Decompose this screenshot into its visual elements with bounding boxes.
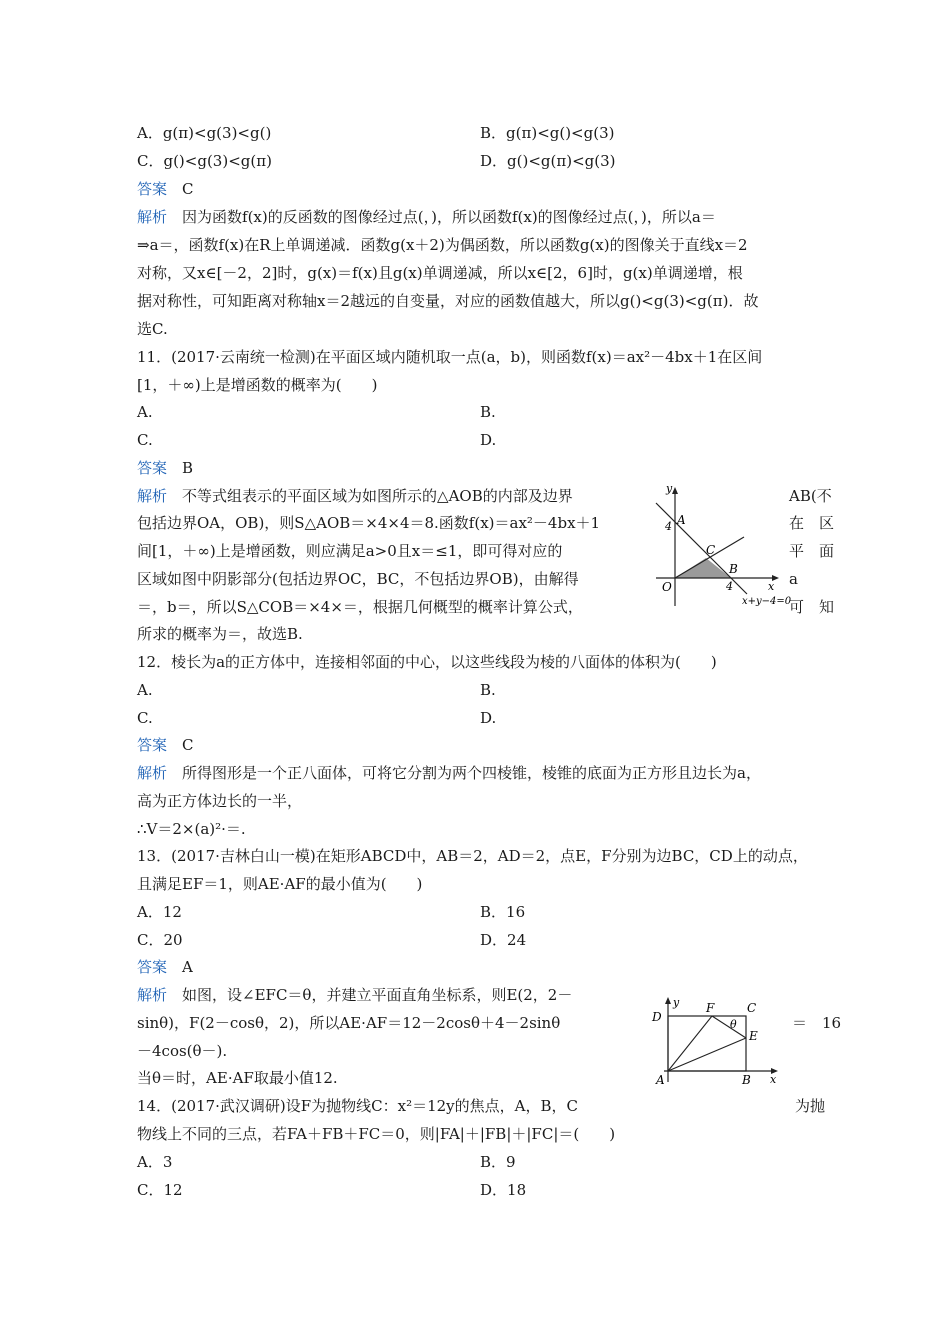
- q13-solution-line: 解析 如图，设∠EFC＝θ，并建立平面直角坐标系，则E(2，2－: [137, 986, 573, 1004]
- q11-solution-line: 解析 不等式组表示的平面区域为如图所示的△AOB的内部及边界: [137, 487, 573, 505]
- q10-solution-line: ⇒a＝，函数f(x)在R上单调递减．函数g(x＋2)为偶函数，所以函数g(x)的图像关于直线x＝2: [137, 236, 748, 254]
- fig-label: A: [677, 513, 686, 527]
- fig-label: E: [749, 1029, 758, 1043]
- q13-right-text: ＝ 16: [792, 1014, 842, 1032]
- q14-option-c: C．12: [137, 1181, 183, 1199]
- q10-solution-line: 对称，又x∈[－2，2]时，g(x)＝f(x)且g(x)单调递减，所以x∈[2，6]时，g(x)单调递增，根: [137, 264, 743, 282]
- fig-label: x+y−4=0: [742, 596, 792, 607]
- q13-option-a: A．12: [137, 903, 182, 921]
- answer-label: 答案: [137, 180, 168, 198]
- fig-label: O: [662, 580, 672, 594]
- q12-solution-line: 解析 所得图形是一个正八面体，可将它分割为两个四棱锥，棱锥的底面为正方形且边长为a，: [137, 764, 761, 782]
- q11-right-text: 在 区: [789, 514, 835, 532]
- q11-solution-line: ＝，b＝，所以S△COB＝×4×＝，根据几何概型的概率计算公式，: [137, 598, 583, 616]
- q12-solution-line: 高为正方体边长的一半，: [137, 792, 303, 810]
- solution-label: 解析: [137, 208, 168, 226]
- fig-label: A: [656, 1073, 665, 1087]
- segment-af: [668, 1016, 712, 1071]
- q12-option-b: B.: [480, 681, 496, 699]
- q11-stem: [1，＋∞)上是增函数的概率为( ): [137, 376, 378, 394]
- fig-label: x: [770, 1073, 777, 1086]
- q12-solution-line: ∴V＝2×(a)²·＝.: [137, 820, 246, 838]
- answer-value: B: [182, 459, 194, 477]
- answer-label: 答案: [137, 736, 168, 754]
- q14-option-b: B．9: [480, 1153, 516, 1171]
- solution-label: 解析: [137, 487, 168, 505]
- fig-label: F: [706, 1001, 715, 1015]
- solution-label: 解析: [137, 986, 168, 1004]
- q10-option-c: C．g()<g(3)<g(π): [137, 152, 272, 170]
- q11-right-text: 可 知: [789, 598, 835, 616]
- fig-label: y: [666, 482, 673, 495]
- fig-label: B: [729, 562, 738, 576]
- answer-label: 答案: [137, 459, 168, 477]
- q13-solution-line: 当θ＝时，AE·AF取最小值12.: [137, 1069, 338, 1087]
- q13-solution-line: －4cos(θ－).: [137, 1042, 228, 1060]
- q14-stem: 14．(2017·武汉调研)设F为抛物线C：x²＝12y的焦点，A，B，C: [137, 1097, 578, 1115]
- fig-label: C: [747, 1001, 757, 1015]
- q13-answer: [137, 957, 193, 977]
- q10-option-d: D．g()<g(π)<g(3): [480, 152, 616, 170]
- q13-stem: 13．(2017·吉林白山一模)在矩形ABCD中，AB＝2，AD＝2，点E，F分别为边BC，CD上的动点，: [137, 847, 808, 865]
- answer-value: C: [182, 736, 194, 754]
- q11-option-b: B.: [480, 403, 496, 421]
- q10-solution-line: 选C.: [137, 320, 168, 338]
- q14-option-a: A．3: [137, 1153, 173, 1171]
- q10-solution-line: 据对称性，可知距离对称轴x＝2越远的自变量，对应的函数值越大，所以g()<g(3)<g(π)．故: [137, 292, 759, 310]
- fig-label: θ: [730, 1018, 737, 1031]
- q12-option-d: D.: [480, 709, 497, 727]
- answer-label: 答案: [137, 958, 168, 976]
- solution-label: 解析: [137, 764, 168, 782]
- q12-stem: 12．棱长为a的正方体中，连接相邻面的中心，以这些线段为棱的八面体的体积为( ): [137, 653, 717, 671]
- q11-solution-line: 间[1，＋∞)上是增函数，则应满足a>0且x＝≤1，即可得对应的: [137, 542, 563, 560]
- y-axis-arrow-icon: [665, 997, 671, 1004]
- q14-option-d: D．18: [480, 1181, 527, 1199]
- q11-right-text: AB(不: [789, 487, 832, 505]
- q13-option-c: C．20: [137, 931, 183, 949]
- q10-option-a: A．g(π)<g(3)<g(): [137, 124, 272, 142]
- q11-solution-line: 所求的概率为＝，故选B.: [137, 625, 303, 643]
- q13-solution-line: sinθ)，F(2－cosθ，2)，所以AE·AF＝12－2cosθ＋4－2sinθ: [137, 1014, 561, 1032]
- segment-ae: [668, 1038, 746, 1071]
- fig-label: D: [652, 1010, 662, 1024]
- q11-option-a: A.: [137, 403, 153, 421]
- answer-value: C: [182, 180, 194, 198]
- q10-answer: [137, 179, 194, 199]
- fig-label: B: [742, 1073, 751, 1087]
- q13-option-b: B．16: [480, 903, 526, 921]
- q11-answer: [137, 458, 193, 478]
- fig-label: 4: [665, 520, 672, 533]
- q12-answer: [137, 735, 194, 755]
- fig-label: C: [706, 543, 716, 557]
- segment-ef: [712, 1016, 746, 1038]
- q11-solution-line: 区域如图中阴影部分(包括边界OC，BC，不包括边界OB)，由解得: [137, 570, 579, 588]
- q10-option-b: B．g(π)<g()<g(3): [480, 124, 615, 142]
- q11-solution-line: 包括边界OA，OB)，则S△AOB＝×4×4＝8.函数f(x)＝ax²－4bx＋1: [137, 514, 601, 532]
- y-axis-arrow-icon: [672, 487, 678, 494]
- q11-stem: 11．(2017·云南统一检测)在平面区域内随机取一点(a，b)，则函数f(x)＝ax²－4bx＋1在区间: [137, 348, 763, 366]
- q14-stem-right: 为抛: [795, 1097, 826, 1115]
- q11-right-text: a: [789, 570, 798, 588]
- q13-rectangle-figure: [650, 994, 786, 1088]
- q11-option-d: D.: [480, 431, 497, 449]
- q11-region-figure: [648, 480, 792, 612]
- q13-option-d: D．24: [480, 931, 527, 949]
- fig-label: x: [768, 580, 775, 593]
- q13-stem: 且满足EF＝1，则AE·AF的最小值为( ): [137, 875, 423, 893]
- q12-option-c: C.: [137, 709, 153, 727]
- fig-label: 4: [726, 580, 733, 593]
- q10-solution-line: 解析 因为函数f(x)的反函数的图像经过点(，)，所以函数f(x)的图像经过点(，)，所以a＝: [137, 208, 716, 226]
- answer-value: A: [182, 958, 193, 976]
- q12-option-a: A.: [137, 681, 153, 699]
- q11-right-text: 平 面: [789, 542, 835, 560]
- q11-option-c: C.: [137, 431, 153, 449]
- q14-stem: 物线上不同的三点，若FA＋FB＋FC＝0，则|FA|＋|FB|＋|FC|＝( ): [137, 1125, 616, 1143]
- fig-label: y: [673, 996, 680, 1009]
